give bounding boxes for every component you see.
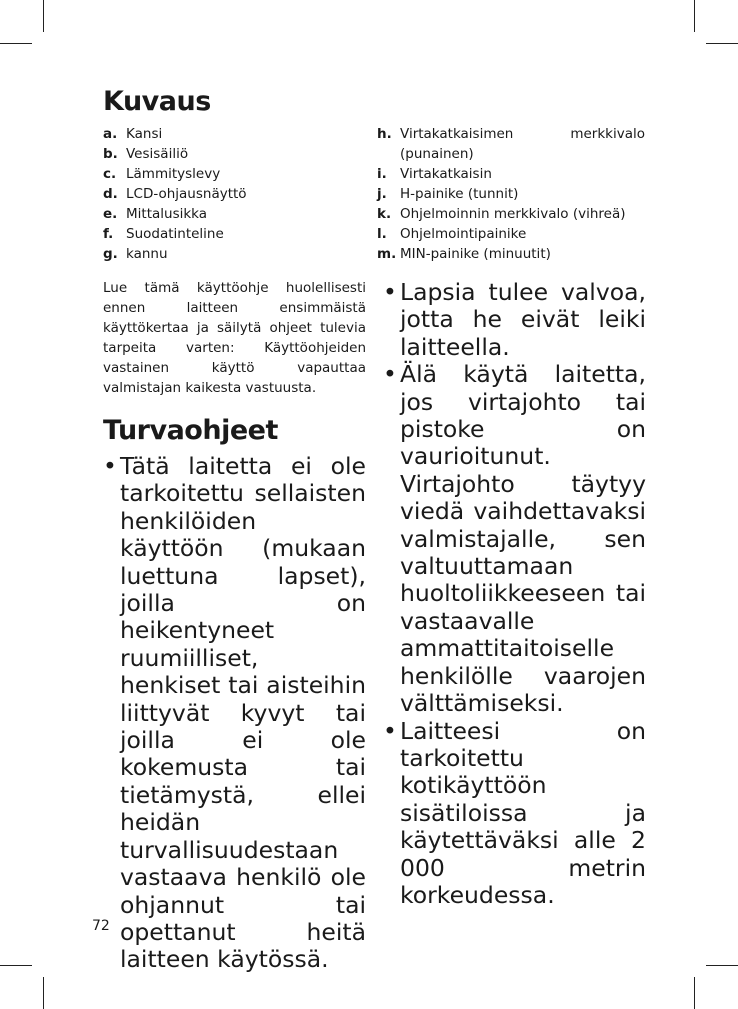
part-label: MIN-painike (minuutit) <box>400 246 551 262</box>
part-item <box>377 204 645 224</box>
section-title-kuvaus: Kuvaus <box>103 86 211 117</box>
part-item <box>103 184 363 204</box>
safety-text: Lapsia tulee valvoa, jotta he eivät leiki laitteella. <box>400 278 646 361</box>
intro-paragraph: Lue tämä käyttöohje huolellisesti ennen laitteen ensimmäistä käyttökertaa ja säilytä ohjeet tulevia tarpeita varten: Käyttöohjeiden vastainen käyttö vapauttaa valmistajan kaikesta vastuusta. <box>103 280 366 396</box>
bullet-icon: • <box>383 716 397 745</box>
part-item <box>377 124 645 164</box>
part-key: b. <box>103 146 118 162</box>
part-key: d. <box>103 186 118 202</box>
part-key: f. <box>103 226 114 242</box>
part-key: i. <box>377 166 387 182</box>
part-label: Suodatinteline <box>126 226 224 242</box>
part-item <box>103 224 363 244</box>
crop-mark <box>0 43 32 44</box>
part-item <box>103 244 363 264</box>
bullet-icon: • <box>383 278 397 306</box>
safety-item <box>383 718 646 910</box>
crop-mark <box>706 43 738 44</box>
part-item <box>103 204 363 224</box>
safety-text: Älä käytä laitetta, jos virtajohto tai pistoke on vaurioitunut. Virtajohto täytyy viedä vaihdettavaksi valmistajalle, sen valtuuttamaan huoltoliikkeeseen tai vastaavalle ammattitaitoiselle henkilölle vaarojen välttämiseksi. <box>400 360 646 718</box>
safety-item <box>383 361 646 717</box>
safety-item <box>383 279 646 361</box>
part-label: H-painike (tunnit) <box>400 186 519 202</box>
part-label: Lämmityslevy <box>126 166 221 182</box>
crop-mark <box>0 965 32 966</box>
crop-mark <box>43 977 44 1009</box>
part-label: Ohjelmoinnin merkkivalo (vihreä) <box>400 206 626 222</box>
part-label: Virtakatkaisimen merkkivalo (punainen) <box>400 126 645 162</box>
part-item <box>103 144 363 164</box>
crop-mark <box>43 0 44 32</box>
part-item <box>377 244 645 264</box>
part-label: Vesisäiliö <box>126 146 189 162</box>
safety-item <box>103 453 366 974</box>
part-key: c. <box>103 166 117 182</box>
bullet-icon: • <box>383 360 397 389</box>
safety-list-left <box>103 453 366 974</box>
parts-list-left <box>103 124 363 264</box>
part-key: e. <box>103 206 118 222</box>
crop-mark <box>694 0 695 32</box>
part-key: h. <box>377 126 392 142</box>
part-item <box>103 164 363 184</box>
page-number: 72 <box>92 918 110 934</box>
part-item <box>377 164 645 184</box>
parts-list-right <box>377 124 645 264</box>
part-label: Ohjelmointipainike <box>400 226 527 242</box>
part-label: Kansi <box>126 126 163 142</box>
part-label: LCD-ohjausnäyttö <box>126 186 247 202</box>
safety-text: Tätä laitetta ei ole tarkoitettu sellaisten henkilöiden käyttöön (mukaan luettuna lapset), joilla on heikentyneet ruumiilliset, henkiset tai aisteihin liittyvät kyvyt tai joilla ei ole kokemusta tai tietämystä, ellei heidän turvallisuudestaan vastaava henkilö ole ohjannut tai opettanut heitä laitteen käytössä. <box>120 452 366 974</box>
part-key: g. <box>103 246 118 262</box>
part-key: j. <box>377 186 387 202</box>
section-title-turvaohjeet: Turvaohjeet <box>103 415 278 446</box>
part-label: Virtakatkaisin <box>400 166 492 182</box>
part-label: kannu <box>126 246 168 262</box>
part-key: k. <box>377 206 392 222</box>
part-item <box>377 224 645 244</box>
crop-mark <box>694 977 695 1009</box>
crop-mark <box>706 965 738 966</box>
part-key: l. <box>377 226 387 242</box>
part-item <box>377 184 645 204</box>
safety-text: Laitteesi on tarkoitettu kotikäyttöön sisätiloissa ja käytettäväksi alle 2 000 metrin korkeudessa. <box>400 716 646 909</box>
safety-list-right <box>383 279 646 909</box>
part-key: m. <box>377 246 397 262</box>
part-label: Mittalusikka <box>126 206 208 222</box>
part-item <box>103 124 363 144</box>
part-key: a. <box>103 126 118 142</box>
bullet-icon: • <box>103 452 117 480</box>
